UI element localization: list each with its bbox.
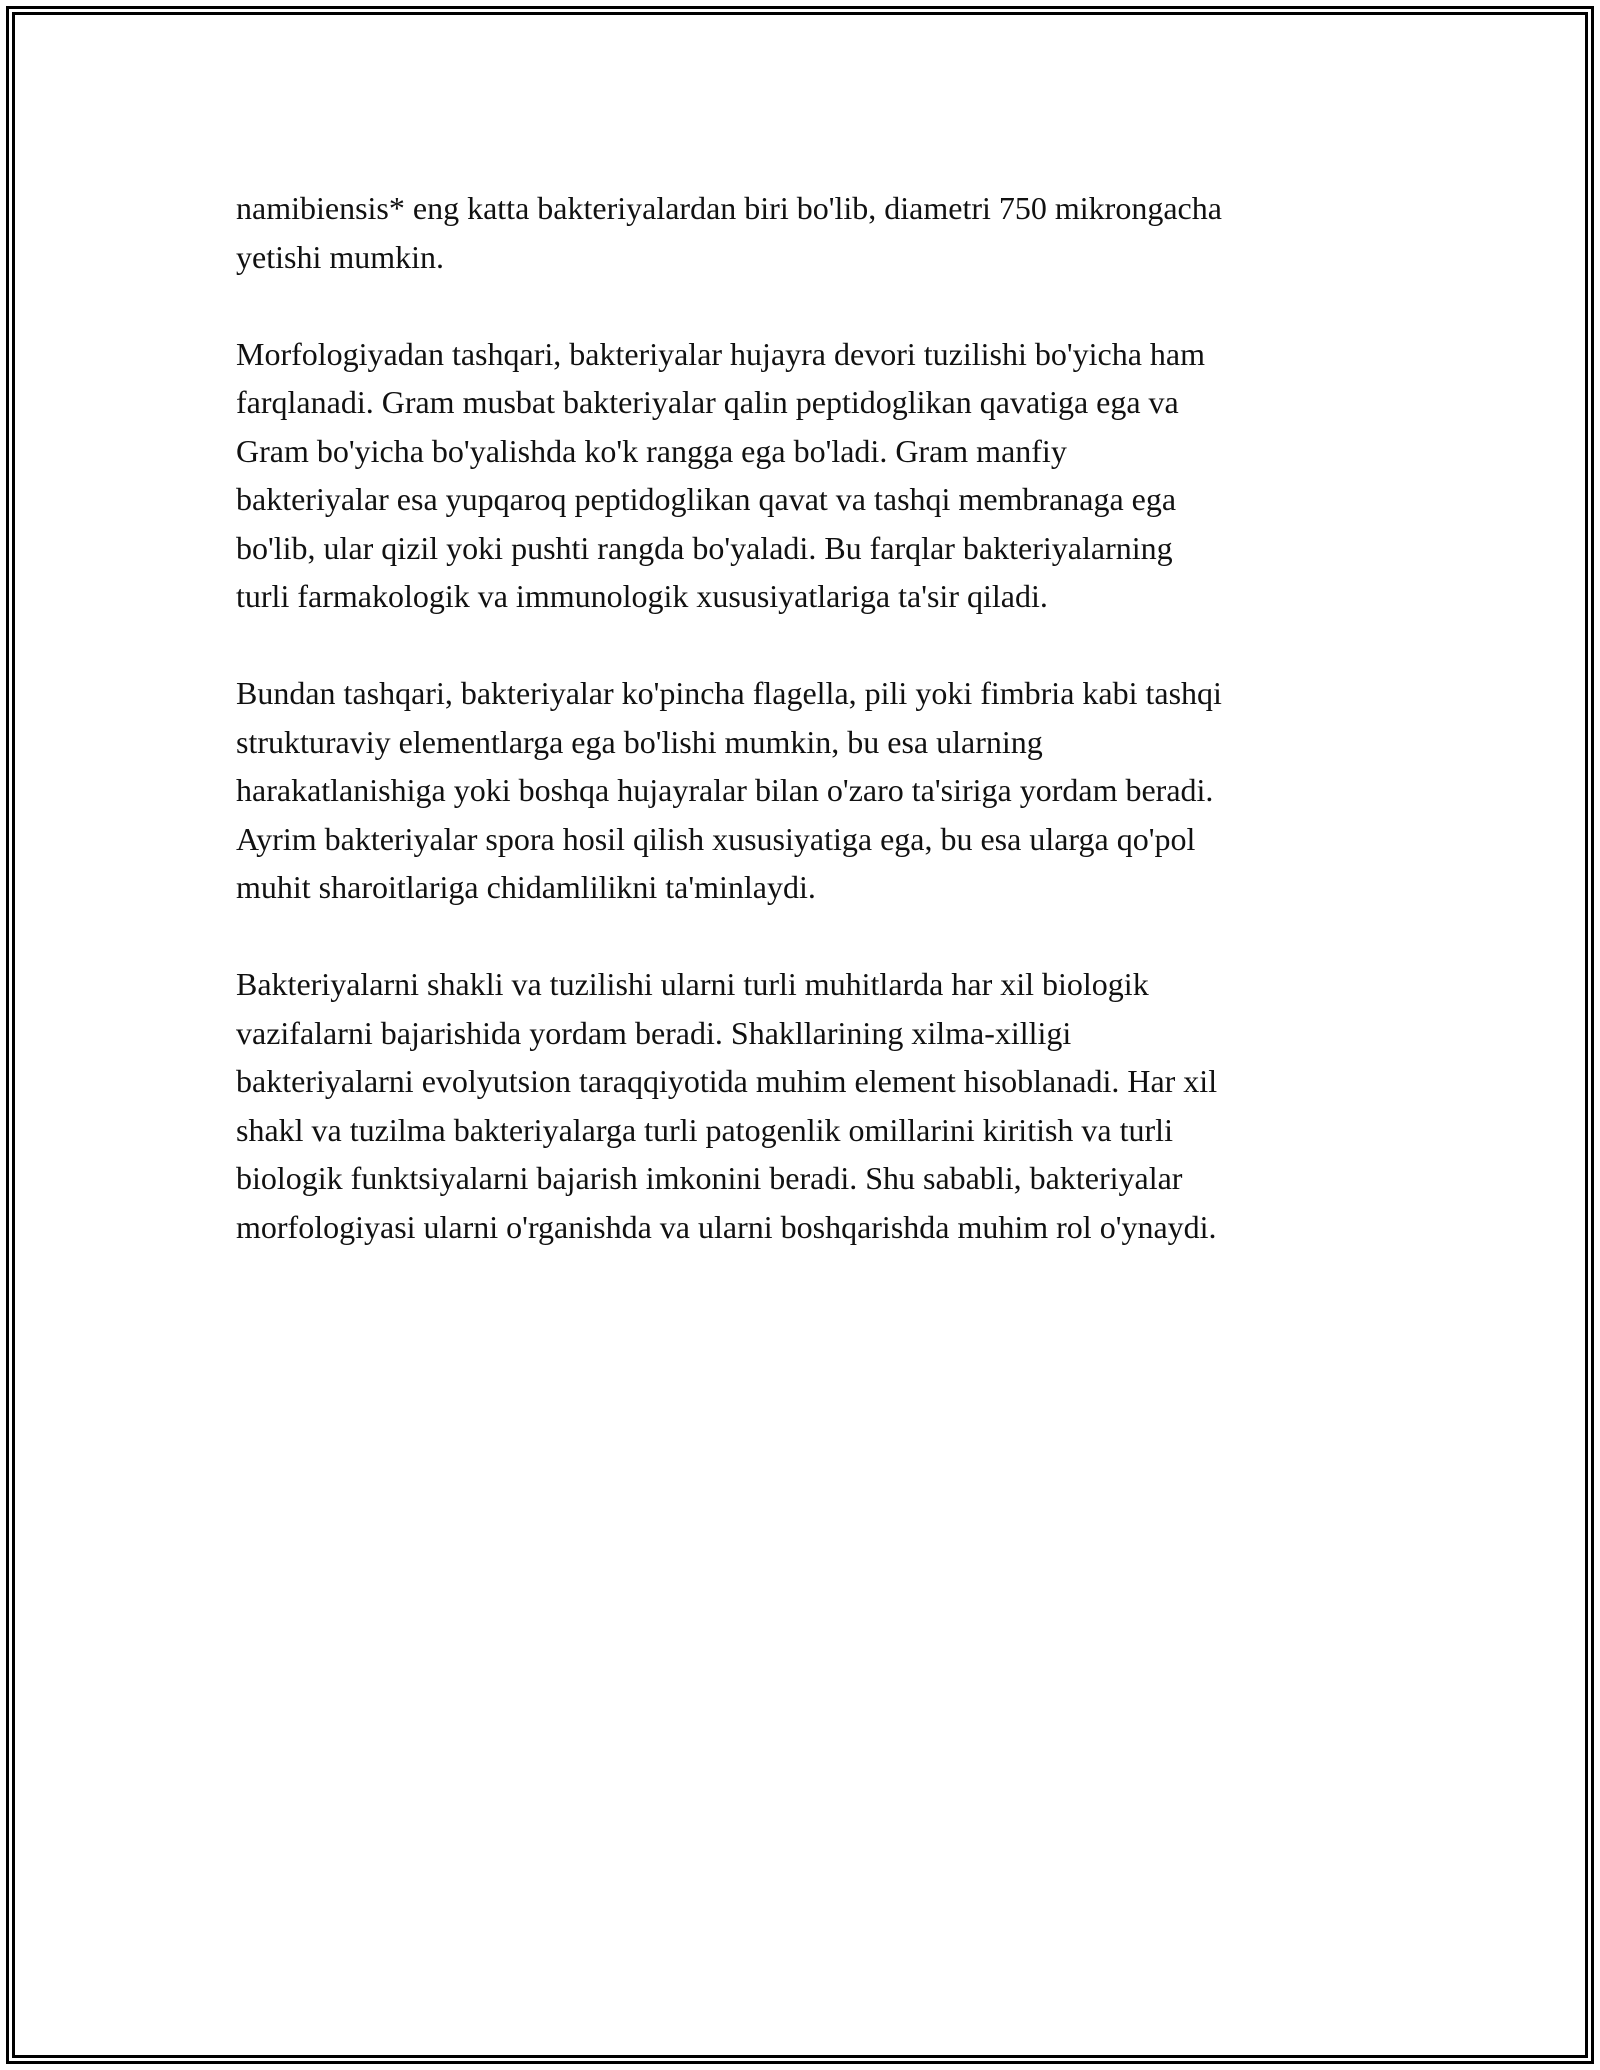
text-line: shakl va tuzilma bakteriyalarga turli patogenlik omillarini kiritish va turli bbox=[236, 1111, 1173, 1148]
text-line: bakteriyalarni evolyutsion taraqqiyotida muhim element hisoblanadi. Har xil bbox=[236, 1063, 1218, 1099]
text-line: turli farmakologik va immunologik xususiyatlariga ta'sir qiladi. bbox=[236, 578, 1048, 614]
text-line: bo'lib, ular qizil yoki pushti rangda bo'yaladi. Bu farqlar bakteriyalarning bbox=[236, 529, 1173, 566]
text-line: muhit sharoitlariga chidamlilikni ta'minlaydi. bbox=[236, 869, 816, 905]
text-line: namibiensis* eng katta bakteriyalardan biri bo'lib, diametri 750 mikrongacha bbox=[236, 190, 1222, 226]
text-line: yetishi mumkin. bbox=[236, 238, 444, 275]
paragraph-1 bbox=[236, 184, 1376, 281]
text-line: harakatlanishiga yoki boshqa hujayralar bilan o'zaro ta'siriga yordam beradi. bbox=[236, 772, 1214, 808]
text-line: Gram bo'yicha bo'yalishda ko'k rangga ega bo'ladi. Gram manfiy bbox=[236, 432, 1067, 469]
text-line: biologik funktsiyalarni bajarish imkonini beradi. Shu sababli, bakteriyalar bbox=[236, 1160, 1183, 1196]
paragraph-3 bbox=[236, 669, 1376, 912]
paragraph-4 bbox=[236, 960, 1376, 1251]
text-line: Bundan tashqari, bakteriyalar ko'pincha flagella, pili yoki fimbria kabi tashqi bbox=[236, 675, 1222, 711]
text-line: bakteriyalar esa yupqaroq peptidoglikan qavat va tashqi membranaga ega bbox=[236, 481, 1177, 517]
text-line: farqlanadi. Gram musbat bakteriyalar qalin peptidoglikan qavatiga ega va bbox=[236, 384, 1179, 420]
text-line: morfologiyasi ularni o'rganishda va ularni boshqarishda muhim rol o'ynaydi. bbox=[236, 1208, 1217, 1245]
paragraph-2 bbox=[236, 330, 1376, 621]
document-body bbox=[236, 184, 1376, 1300]
text-line: vazifalarni bajarishida yordam beradi. Shakllarining xilma-xilligi bbox=[236, 1014, 1072, 1051]
text-line: Morfologiyadan tashqari, bakteriyalar hujayra devori tuzilishi bo'yicha ham bbox=[236, 335, 1206, 372]
text-line: Ayrim bakteriyalar spora hosil qilish xususiyatiga ega, bu esa ularga qo'pol bbox=[236, 820, 1196, 857]
text-line: strukturaviy elementlarga ega bo'lishi mumkin, bu esa ularning bbox=[236, 723, 1043, 760]
text-line: Bakteriyalarni shakli va tuzilishi ularni turli muhitlarda har xil biologik bbox=[236, 966, 1149, 1002]
